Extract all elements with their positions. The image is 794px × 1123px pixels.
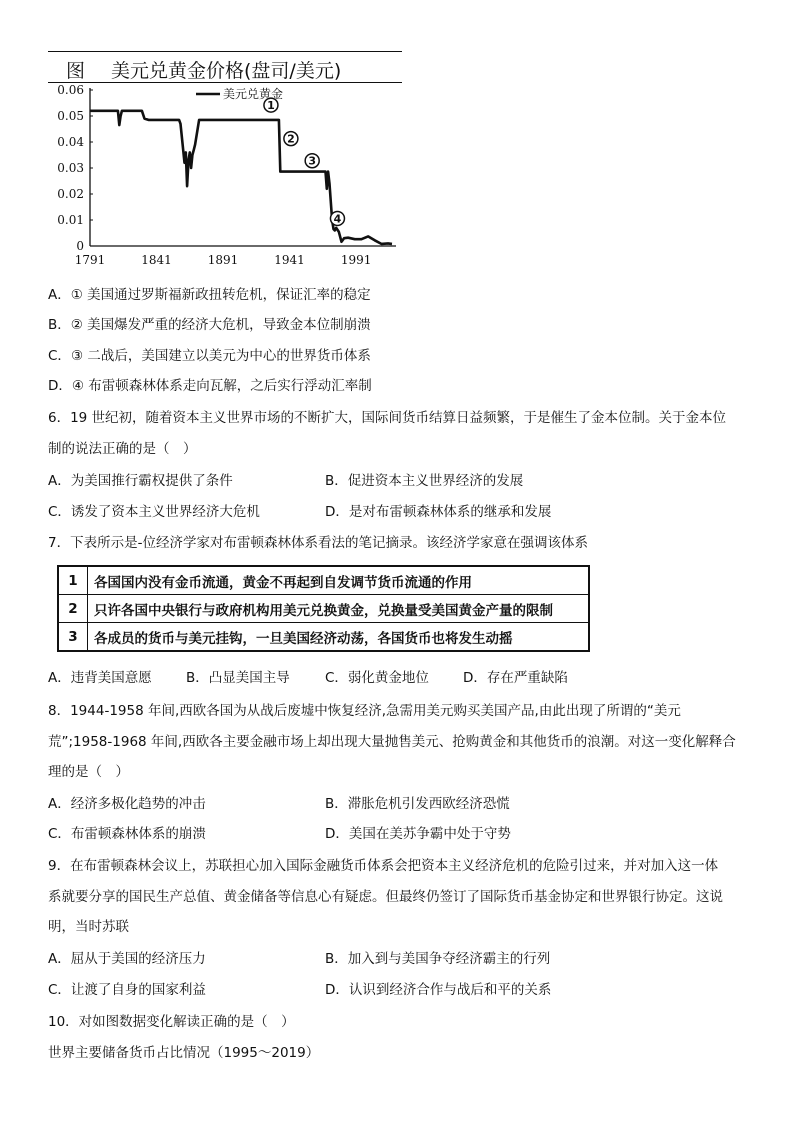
- option-text: ② 美国爆发严重的经济大危机，导致金本位制崩溃: [70, 317, 371, 333]
- q6-stem-line1: 6．19 世纪初，随着资本主义世界市场的不断扩大，国际间货币结算日益频繁，于是催生了金本位制。关于金本位: [48, 410, 727, 426]
- q8-stem-line1: 8．1944-1958 年间,西欧各国为从战后废墟中恢复经济,急需用美元购买美国产品,由此出现了所谓的“美元: [48, 703, 681, 719]
- x-tick-label: 1991: [340, 253, 372, 267]
- option-letter: D．: [48, 378, 72, 394]
- q5-option-b: [48, 317, 371, 333]
- q7-option-a: A．违背美国意愿: [48, 670, 152, 686]
- option-text: ④ 布雷顿森林体系走向瓦解，之后实行浮动汇率制: [71, 378, 372, 394]
- marker-4: [330, 211, 344, 225]
- row-text: 各成员的货币与美元挂钩，一旦美国经济动荡，各国货币也将发生动摇: [88, 623, 590, 652]
- q7-stem: 7．下表所示是-位经济学家对布雷顿森林体系看法的笔记摘录。该经济学家意在强调该体系: [48, 535, 588, 551]
- q7-option-b: B．凸显美国主导: [186, 670, 290, 686]
- q6-option-d: D．是对布雷顿森林体系的继承和发展: [325, 504, 552, 520]
- row-text: 只许各国中央银行与政府机构用美元兑换黄金，兑换量受美国黄金产量的限制: [88, 595, 590, 623]
- q5-option-d: [48, 378, 372, 394]
- x-tick-label: 1941: [274, 253, 305, 267]
- q8-option-c: C．布雷顿森林体系的崩溃: [48, 826, 206, 842]
- option-letter: A．: [48, 287, 71, 303]
- q8-option-d: D．美国在美苏争霸中处于守势: [325, 826, 511, 842]
- q10-chart-caption: 世界主要储备货币占比情况（1995～2019）: [48, 1045, 320, 1061]
- q7-notes-table: [57, 565, 590, 652]
- q9-option-b: B．加入到与美国争夺经济霸主的行列: [325, 951, 551, 967]
- x-tick-label: 1791: [74, 253, 106, 267]
- table-row: [58, 566, 589, 595]
- table-row: [58, 595, 589, 623]
- row-number: 2: [58, 595, 88, 623]
- x-tick-label: 1891: [207, 253, 239, 267]
- y-tick-label: 0.02: [57, 187, 84, 201]
- q5-option-a: [48, 287, 371, 303]
- option-text: ③ 二战后，美国建立以美元为中心的世界货币体系: [70, 348, 371, 364]
- figure-title-prefix: 图: [66, 60, 86, 82]
- q6-option-a: A．为美国推行霸权提供了条件: [48, 473, 233, 489]
- figure-top-rule: [48, 51, 402, 52]
- q8-option-b: B．滞胀危机引发西欧经济恐慌: [325, 796, 510, 812]
- q9-stem-line3: 明，当时苏联: [48, 919, 129, 935]
- q7-option-d: D．存在严重缺陷: [463, 670, 568, 686]
- q5-option-c: [48, 348, 371, 364]
- q10-stem: 10．对如图数据变化解读正确的是（ ）: [48, 1014, 295, 1030]
- table-row: [58, 623, 589, 652]
- y-tick-label: 0.03: [57, 161, 84, 175]
- marker-label: 2: [287, 132, 295, 146]
- y-tick-label: 0.06: [57, 83, 84, 97]
- q8-stem-line3: 理的是（ ）: [48, 764, 129, 780]
- y-tick-label: 0.04: [57, 135, 84, 149]
- row-number: 1: [58, 566, 88, 595]
- y-tick-label: 0: [76, 239, 84, 253]
- marker-label: 3: [308, 154, 317, 168]
- figure-title: 美元兑黄金价格(盘司/美元): [111, 60, 342, 82]
- y-tick-label: 0.01: [57, 213, 84, 227]
- q7-option-c: C．弱化黄金地位: [325, 670, 429, 686]
- option-text: ① 美国通过罗斯福新政扭转危机，保证汇率的稳定: [70, 287, 371, 303]
- row-number: 3: [58, 623, 88, 652]
- marker-label: 1: [267, 99, 275, 113]
- marker-3: [305, 154, 319, 168]
- q9-stem-line2: 系就要分享的国民生产总值、黄金储备等信息心有疑虑。但最终仍签订了国际货币基金协定和世界银行协定。这说: [48, 889, 723, 905]
- legend-label: 美元兑黄金: [223, 87, 284, 101]
- q6-option-b: B．促进资本主义世界经济的发展: [325, 473, 524, 489]
- series-line-group: [90, 111, 392, 244]
- marker-label: 4: [333, 212, 342, 226]
- row-text: 各国国内没有金币流通，黄金不再起到自发调节货币流通的作用: [88, 566, 590, 595]
- y-axis: [57, 83, 93, 253]
- gold-price-chart: [44, 82, 402, 272]
- y-tick-label: 0.05: [57, 109, 84, 123]
- x-tick-label: 1841: [141, 253, 172, 267]
- x-axis: [75, 246, 396, 267]
- marker-2: [284, 132, 298, 146]
- q9-option-c: C．让渡了自身的国家利益: [48, 982, 206, 998]
- legend: [196, 86, 283, 101]
- option-letter: B．: [48, 317, 71, 333]
- q6-stem-line2: 制的说法正确的是（ ）: [48, 441, 197, 457]
- q8-stem-line2: 荒”;1958-1968 年间,西欧各主要金融市场上却出现大量抛售美元、抢购黄金和其他货币的浪潮。对这一变化解释合: [48, 734, 736, 750]
- q9-stem-line1: 9．在布雷顿森林会议上，苏联担心加入国际金融货币体系会把资本主义经济危机的危险引过来，并对加入这一体: [48, 858, 719, 874]
- q9-option-d: D．认识到经济合作与战后和平的关系: [325, 982, 552, 998]
- series-line-gold-price: [90, 111, 392, 244]
- option-letter: C．: [48, 348, 71, 364]
- q6-option-c: C．诱发了资本主义世界经济大危机: [48, 504, 260, 520]
- q8-option-a: A．经济多极化趋势的冲击: [48, 796, 206, 812]
- q9-option-a: A．屈从于美国的经济压力: [48, 951, 206, 967]
